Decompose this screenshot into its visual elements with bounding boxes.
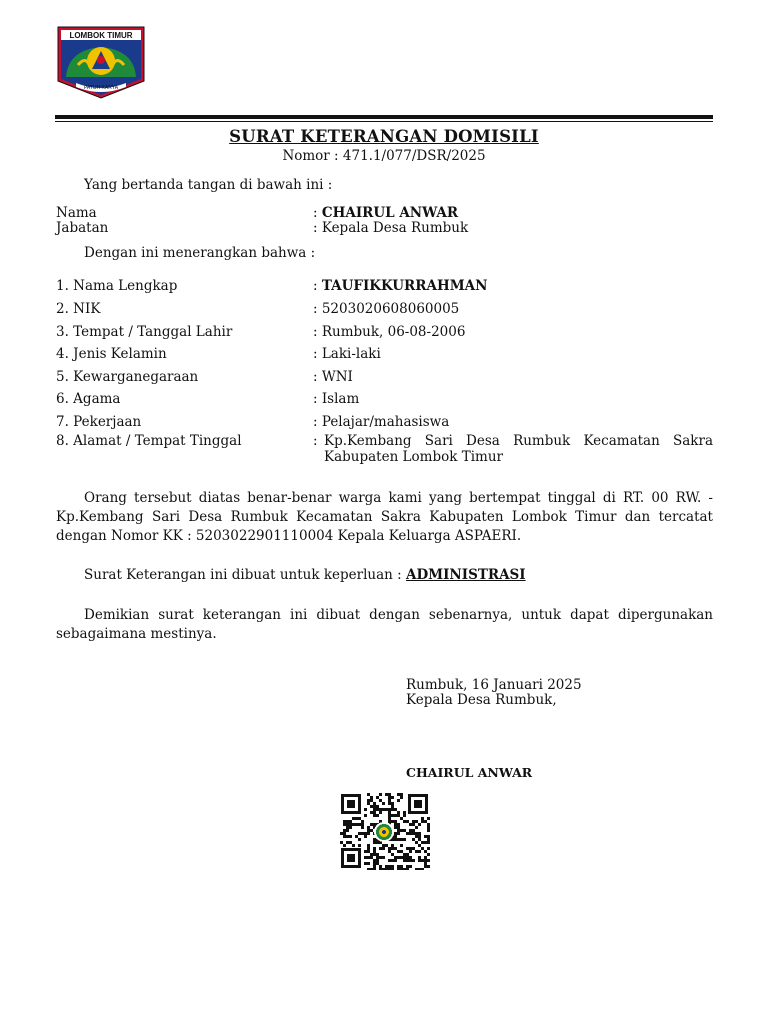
purpose-line xyxy=(84,567,526,583)
signer-position-value: : Kepala Desa Rumbuk xyxy=(313,220,469,236)
logo-motto: PATUH KARYA xyxy=(83,85,119,91)
signature-place-date: Rumbuk, 16 Januari 2025 xyxy=(406,677,582,693)
field-label: 8. Alamat / Tempat Tinggal xyxy=(56,433,242,449)
closing-text: Demikian surat keterangan ini dibuat dengan sebenarnya, untuk dapat dipergunakan sebagaimana mestinya. xyxy=(56,607,713,642)
occupation: Pelajar/mahasiswa xyxy=(321,414,450,430)
field-value: : Pelajar/mahasiswa xyxy=(313,414,450,430)
address-field: : Kp.Kembang Sari Desa Rumbuk Kecamatan Sakra Kabupaten Lombok Timur xyxy=(313,433,713,465)
religion: Islam xyxy=(321,391,360,407)
purpose-prefix: Surat Keterangan ini dibuat untuk keperluan : xyxy=(84,567,402,583)
residence-paragraph xyxy=(56,489,713,546)
nik: 5203020608060005 xyxy=(321,301,460,317)
field-value: : Islam xyxy=(313,391,360,407)
field-label: 7. Pekerjaan xyxy=(56,414,142,430)
document-number: Nomor : 471.1/077/DSR/2025 xyxy=(282,148,486,164)
field-label: 4. Jenis Kelamin xyxy=(56,346,167,362)
field-label: 5. Kewarganegaraan xyxy=(56,369,199,385)
field-value: : Laki-laki xyxy=(313,346,381,362)
citizenship: WNI xyxy=(321,369,353,385)
signature-name: CHAIRUL ANWAR xyxy=(406,765,533,780)
field-label: 1. Nama Lengkap xyxy=(56,278,178,294)
signer-position: Kepala Desa Rumbuk xyxy=(321,220,469,236)
field-value: : WNI xyxy=(313,369,353,385)
address-value: Kp.Kembang Sari Desa Rumbuk Kecamatan Sakra Kabupaten Lombok Timur xyxy=(324,433,713,465)
header-rule-thick xyxy=(55,115,713,119)
field-label: 6. Agama xyxy=(56,391,121,407)
signer-position-label: Jabatan xyxy=(56,220,109,236)
signature-position: Kepala Desa Rumbuk, xyxy=(406,692,557,708)
qr-code xyxy=(339,792,430,870)
residence-text: Orang tersebut diatas benar-benar warga kami yang bertempat tinggal di RT. 00 RW. - Kp.Kembang Sari Desa Rumbuk Kecamatan Sakra Kabupaten Lombok Timur dan tercatat dengan Nomor KK : 5203022901110004 Kepala Keluarga ASPAERI. xyxy=(56,490,713,544)
closing-paragraph xyxy=(56,606,713,644)
signer-name: CHAIRUL ANWAR xyxy=(321,205,459,221)
field-value: : TAUFIKKURRAHMAN xyxy=(313,278,488,294)
field-value: : Rumbuk, 06-08-2006 xyxy=(313,324,466,340)
logo-text: LOMBOK TIMUR xyxy=(69,31,133,40)
field-value: : 5203020608060005 xyxy=(313,301,460,317)
signer-name-value: : CHAIRUL ANWAR xyxy=(313,205,459,221)
field-label: 2. NIK xyxy=(56,301,101,317)
statement-text: Dengan ini menerangkan bahwa : xyxy=(84,245,316,261)
intro-text: Yang bertanda tangan di bawah ini : xyxy=(84,177,333,193)
signer-name-label: Nama xyxy=(56,205,97,221)
gender: Laki-laki xyxy=(321,346,381,362)
header-rule-thin xyxy=(55,121,713,122)
birth-place-date: Rumbuk, 06-08-2006 xyxy=(321,324,466,340)
field-label: 3. Tempat / Tanggal Lahir xyxy=(56,324,233,340)
full-name: TAUFIKKURRAHMAN xyxy=(321,278,488,294)
lombok-timur-logo xyxy=(56,25,146,99)
document-title: SURAT KETERANGAN DOMISILI xyxy=(229,127,539,146)
purpose-value: ADMINISTRASI xyxy=(405,567,526,583)
